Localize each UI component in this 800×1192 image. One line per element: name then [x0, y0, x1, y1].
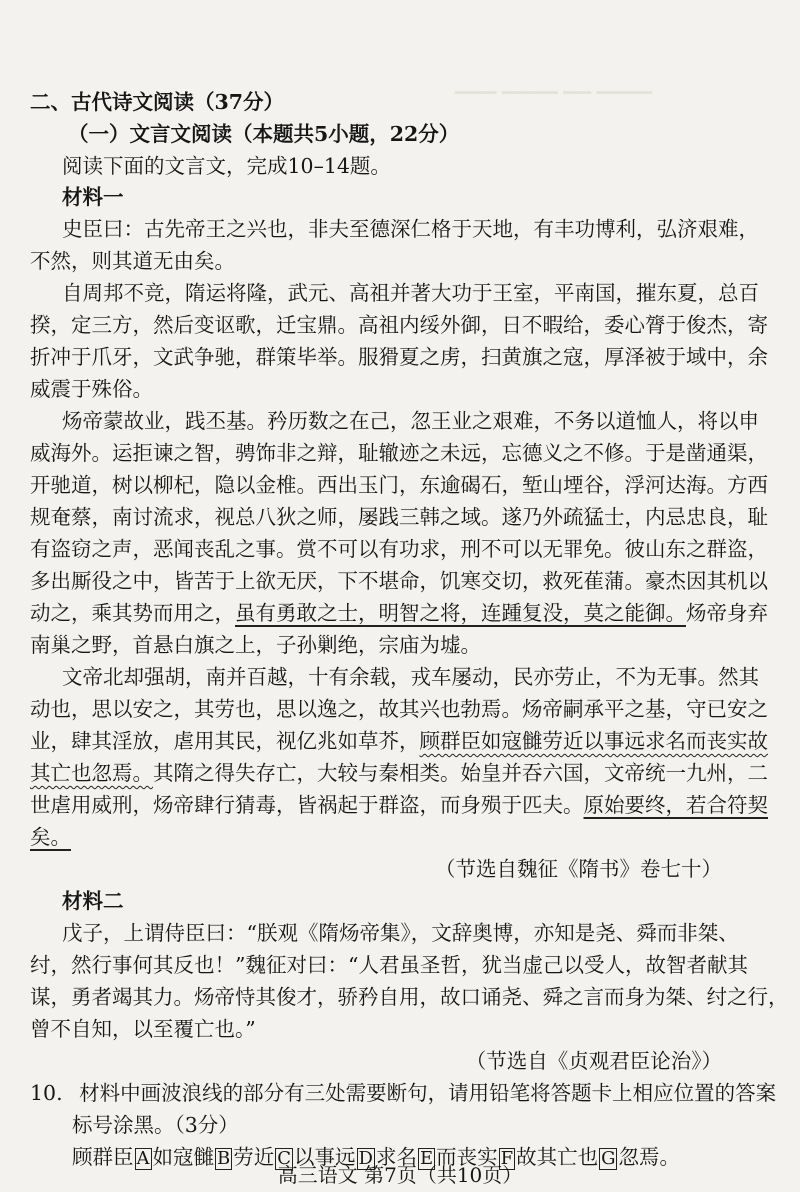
underlined-sentence: 原始要终，若合符契: [583, 793, 768, 817]
option-box-a[interactable]: A: [136, 1148, 150, 1169]
page-footer: 高三语文 第7页（共10页）: [277, 1163, 523, 1187]
material1-line: [30, 789, 770, 821]
material1-line: 自周邦不竞，隋运将隆，武元、高祖并著大功于王室，平南国，摧东夏，总百: [62, 281, 759, 305]
material1-line: 动也，思以安之，其劳也，思以逸之，故其兴也勃焉。炀帝嗣承平之基，守已安之: [30, 697, 768, 721]
material1-line: 揆，定三方，然后变讴歌，迁宝鼎。高祖内绥外御，日不暇给，委心膂于俊杰，寄: [30, 313, 768, 337]
wavy-underlined-passage: 顾群臣如寇雠劳近以事远求名而丧实故: [419, 729, 768, 753]
segment: 故其亡也: [516, 1145, 599, 1169]
material1-line: 威震于殊俗。: [30, 377, 153, 401]
material2-line: 戊子，上谓侍臣曰：“朕观《隋炀帝集》，文辞奥博，亦知是尧、舜而非桀、: [62, 921, 739, 945]
material1-line: 有盗窃之声，恶闻丧乱之事。赏不可以有功求，刑不可以无罪免。彼山东之群盗，: [30, 537, 768, 561]
option-box-e[interactable]: E: [419, 1148, 434, 1169]
bleed-through-decoration: ▔▔▔ ▔▔▔▔ ▔▔ ▔▔▔▔: [455, 92, 653, 113]
material1-line: 文帝北却强胡，南并百越，十有余载，戎车屡动，民亦劳止，不为无事。然其: [62, 665, 759, 689]
material2-line: 谋，勇者竭其力。炀帝恃其俊才，骄矜自用，故口诵尧、舜之言而身为桀、纣之行，: [30, 985, 789, 1009]
material1-line: 南巢之野，首悬白旗之上，子孙剿绝，宗庙为墟。: [30, 633, 481, 657]
material1-source: （节选自魏征《隋书》卷七十）: [435, 857, 722, 881]
segment: 劳近: [233, 1145, 275, 1169]
material1-line: 规奄蔡，南讨流求，视总八狄之师，屡践三韩之域。遂乃外疏猛士，内忌忠良，耻: [30, 505, 768, 529]
question10-line2: 标号涂黑。（3分）: [72, 1113, 239, 1137]
material1-line: [30, 821, 770, 853]
plain-text: 世虐用威刑，炀帝肆行猜毒，皆祸起于群盗，而身殒于匹夫。: [30, 793, 584, 817]
material1-line: [30, 597, 770, 629]
option-box-f[interactable]: F: [500, 1148, 514, 1169]
underlined-sentence: 矣。: [30, 825, 71, 849]
segment: 而丧实: [436, 1145, 498, 1169]
material2-line: 纣，然行事何其反也！”魏征对曰：“人君虽圣哲，犹当虚己以受人，故智者献其: [30, 953, 748, 977]
segment: 忽焉。: [618, 1145, 680, 1169]
underlined-sentence: 虽有勇敢之士，明智之将，连踵复没，莫之能御。: [235, 601, 686, 625]
material1-line: [30, 725, 770, 757]
subsection-title: （一）文言文阅读（本题共5小题，22分）: [68, 122, 460, 146]
option-box-d[interactable]: D: [358, 1148, 373, 1169]
material2-heading: 材料二: [62, 889, 124, 913]
material1-line: 炀帝蒙故业，践丕基。矜历数之在己，忽王业之艰难，不务以道恤人，将以申: [62, 409, 759, 433]
segment: 求名: [375, 1145, 417, 1169]
material1-line: 史臣曰：古先帝王之兴也，非夫至德深仁格于天地，有丰功博利，弘济艰难，: [62, 217, 759, 241]
material1-line: 多出厮役之中，皆苦于上欲无厌，下不堪命，饥寒交切，救死萑蒲。豪杰因其机以: [30, 569, 768, 593]
section-title: 二、古代诗文阅读（37分）: [30, 90, 285, 114]
plain-text: 炀帝身弃: [686, 601, 768, 625]
question-text: 材料中画波浪线的部分有三处需要断句，请用铅笔将答题卡上相应位置的答案: [79, 1081, 777, 1105]
material1-heading: 材料一: [62, 185, 124, 209]
material1-line: 折冲于爪牙，文武争驰，群策毕举。服猾夏之虏，扫黄旗之寇，厚泽被于域中，余: [30, 345, 768, 369]
plain-text: 其隋之得失存亡，大较与秦相类。始皇并吞六国，文帝统一九州，二: [153, 761, 768, 785]
material2-line: 曾不自知，以至覆亡也。”: [30, 1017, 256, 1041]
segment: 顾群臣: [72, 1145, 134, 1169]
material1-line: 不然，则其道无由矣。: [30, 249, 235, 273]
question10-line1: [30, 1077, 777, 1109]
segment: 以事远: [294, 1145, 356, 1169]
instruction-text: 阅读下面的文言文，完成10–14题。: [62, 154, 391, 178]
wavy-underlined-passage: 其亡也忽焉。: [30, 761, 153, 785]
material1-line: 威海外。运拒谏之智，骋饰非之辩，耻辙迹之未远，忘德义之不修。于是凿通渠，: [30, 441, 768, 465]
option-box-b[interactable]: B: [217, 1148, 231, 1169]
plain-text: 动之，乘其势而用之，: [30, 601, 235, 625]
question-number: 10.: [30, 1081, 63, 1105]
material2-source: （节选自《贞观君臣论治》）: [465, 1049, 722, 1073]
material1-line: [30, 757, 770, 789]
plain-text: 业，肆其淫放，虐用其民，视亿兆如草芥，: [30, 729, 420, 753]
option-box-c[interactable]: C: [277, 1148, 292, 1169]
material1-line: 开驰道，树以柳杞，隐以金椎。西出玉门，东逾碣石，堑山堙谷，浮河达海。方西: [30, 473, 768, 497]
segment: 如寇雠: [152, 1145, 214, 1169]
option-box-g[interactable]: G: [601, 1148, 616, 1169]
